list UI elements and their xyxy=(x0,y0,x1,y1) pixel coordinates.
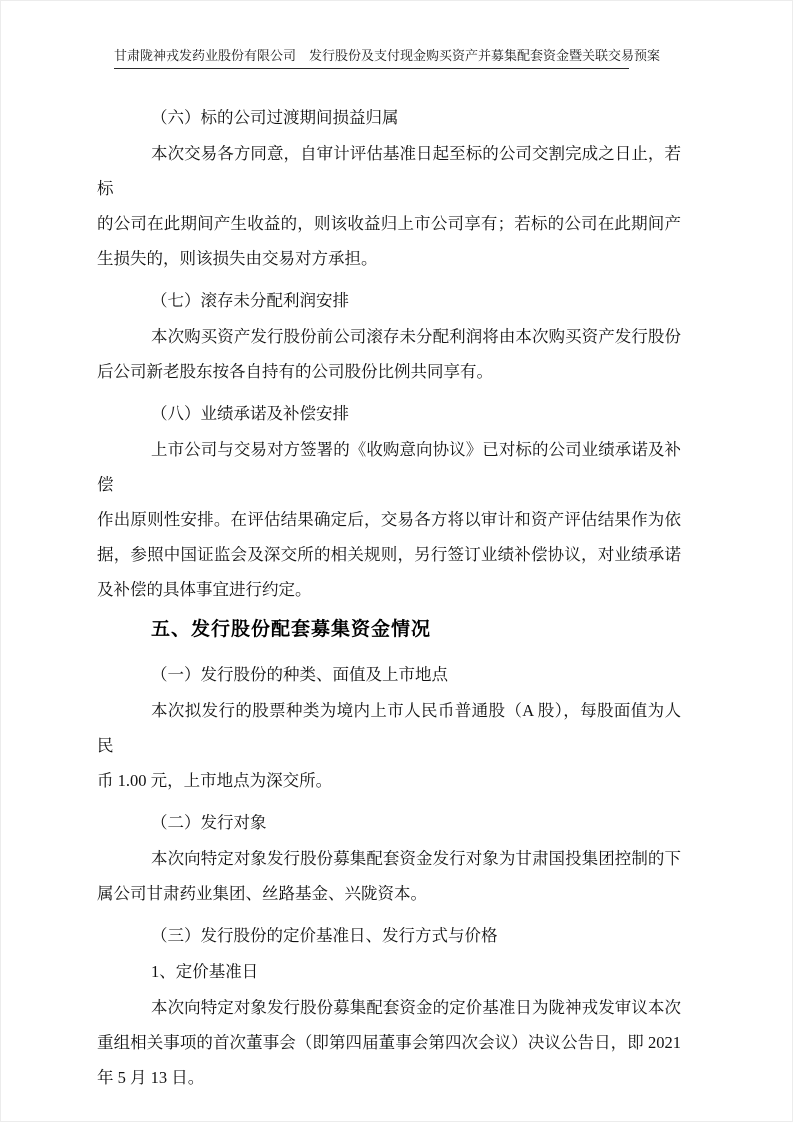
paragraph-line: 本次交易各方同意，自审计评估基准日起至标的公司交割完成之日止，若标 xyxy=(97,144,681,198)
paragraph-line: 本次购买资产发行股份前公司滚存未分配利润将由本次购买资产发行股份 xyxy=(151,327,681,346)
paragraph-line: 重组相关事项的首次董事会（即第四届董事会第四次会议）决议公告日，即 2021 xyxy=(97,1033,681,1052)
sub-section-heading: （七）滚存未分配利润安排 xyxy=(151,291,349,310)
paragraph xyxy=(97,136,681,276)
paragraph-line: 据，参照中国证监会及深交所的相关规则，另行签订业绩补偿协议，对业绩承诺 xyxy=(97,545,681,564)
paragraph xyxy=(97,841,681,911)
paragraph-line: 本次拟发行的股票种类为境内上市人民币普通股（A 股），每股面值为人民 xyxy=(97,701,681,755)
paragraph xyxy=(97,990,681,1095)
sub-section-heading: （六）标的公司过渡期间损益归属 xyxy=(151,108,399,127)
sub-section-heading: （一）发行股份的种类、面值及上市地点 xyxy=(151,665,448,684)
paragraph-line: 本次向特定对象发行股份募集配套资金发行对象为甘肃国投集团控制的下 xyxy=(151,849,681,868)
sub-section-heading: （三）发行股份的定价基准日、发行方式与价格 xyxy=(151,926,498,945)
paragraph-line: 上市公司与交易对方签署的《收购意向协议》已对标的公司业绩承诺及补偿 xyxy=(97,440,681,494)
paragraph-line: 本次向特定对象发行股份募集配套资金的定价基准日为陇神戎发审议本次 xyxy=(151,998,681,1017)
paragraph-line: 年 5 月 13 日。 xyxy=(97,1068,205,1087)
paragraph-line: 币 1.00 元，上市地点为深交所。 xyxy=(97,771,333,790)
sub-section-heading: （二）发行对象 xyxy=(151,813,267,832)
paragraph xyxy=(97,432,681,607)
page-header: 甘肃陇神戎发药业股份有限公司 发行股份及支付现金购买资产并募集配套资金暨关联交易预案 xyxy=(114,48,629,69)
paragraph-line: 及补偿的具体事宜进行约定。 xyxy=(97,580,312,599)
paragraph-line: 作出原则性安排。在评估结果确定后，交易各方将以审计和资产评估结果作为依 xyxy=(97,510,681,529)
paragraph-line: 属公司甘肃药业集团、丝路基金、兴陇资本。 xyxy=(97,884,427,903)
paragraph-line: 的公司在此期间产生收益的，则该收益归上市公司享有；若标的公司在此期间产 xyxy=(97,214,681,233)
paragraph xyxy=(97,319,681,389)
sub-section-heading: （八）业绩承诺及补偿安排 xyxy=(151,404,349,423)
paragraph-line: 后公司新老股东按各自持有的公司股份比例共同享有。 xyxy=(97,362,493,381)
document-body xyxy=(97,100,681,1095)
section-heading: 五、发行股份配套募集资金情况 xyxy=(151,619,432,640)
numbered-heading: 1、定价基准日 xyxy=(151,962,259,981)
paragraph xyxy=(97,693,681,798)
paragraph-line: 生损失的，则该损失由交易对方承担。 xyxy=(97,249,378,268)
